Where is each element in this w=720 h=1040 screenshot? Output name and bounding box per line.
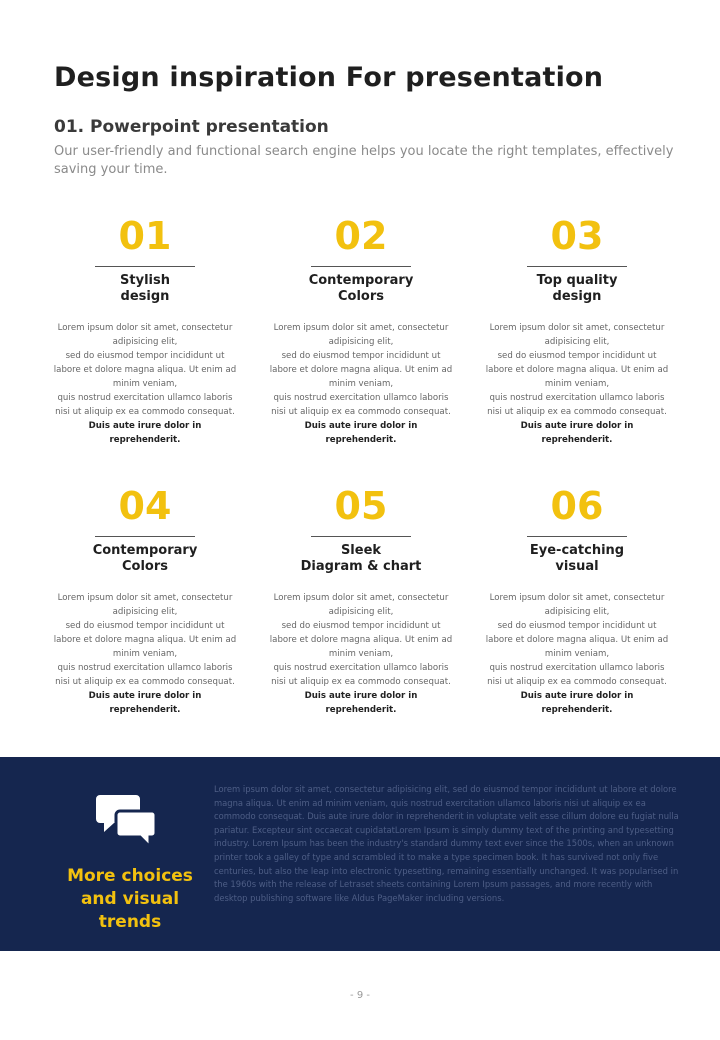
body-line: quis nostrud exercitation ullamco laboris nisi ut aliquip ex ea commodo consequat.	[487, 393, 667, 417]
feature-title	[37, 543, 253, 583]
feature-body	[484, 321, 670, 447]
feature-title-line: design	[552, 289, 602, 304]
feature-title	[253, 543, 469, 583]
divider	[311, 536, 411, 537]
feature-title	[253, 273, 469, 313]
feature-title-line: Colors	[337, 289, 384, 304]
feature-body	[484, 591, 670, 717]
feature-title-line: Diagram & chart	[300, 559, 422, 574]
divider	[527, 266, 627, 267]
body-line: quis nostrud exercitation ullamco laboris nisi ut aliquip ex ea commodo consequat.	[271, 393, 451, 417]
banner-text: Lorem ipsum dolor sit amet, consectetur adipisicing elit, sed do eiusmod tempor incididunt ut labore et dolore magna aliqua. Ut enim ad minim veniam, quis nostrud exercitation ullamco laboris nisi ut aliquip ex ea commodo consequat. Duis aute irure dolor in reprehenderit in voluptate velit esse cillum dolore eu fugiat nulla pariatur. Excepteur sint occaecat cupidatatLorem Ipsum is simply dummy text of the printing and typesetting industry. Lorem Ipsum has been the industry's standard dummy text ever since the 1500s, when an unknown printer took a galley of type and scrambled it to make a type specimen book. It has survived not only five centuries, but also the leap into electronic typesetting, remaining essentially unchanged. It was popularised in the 1960s with the release of Letraset sheets containing Lorem Ipsum passages, and more recently with desktop publishing software like Aldus PageMaker including versions.	[214, 784, 679, 903]
divider	[95, 266, 195, 267]
feature-number: 06	[550, 484, 604, 528]
banner-title	[48, 865, 212, 934]
feature-number: 02	[334, 214, 388, 258]
divider	[527, 536, 627, 537]
feature-title-line: Colors	[121, 559, 168, 574]
body-line-emphasis: Duis aute irure dolor in reprehenderit.	[304, 691, 418, 715]
body-line: sed do eiusmod tempor incididunt ut labore et dolore magna aliqua. Ut enim ad minim veniam,	[269, 351, 453, 389]
feature-number: 05	[334, 484, 388, 528]
feature-body	[52, 321, 238, 447]
body-line: Lorem ipsum dolor sit amet, consectetur adipisicing elit,	[57, 593, 233, 617]
feature-card	[37, 212, 253, 447]
feature-title-line: design	[120, 289, 170, 304]
body-line: Lorem ipsum dolor sit amet, consectetur adipisicing elit,	[273, 593, 449, 617]
feature-title-line: Top quality	[536, 273, 618, 288]
body-line: quis nostrud exercitation ullamco laboris nisi ut aliquip ex ea commodo consequat.	[271, 663, 451, 687]
feature-body	[268, 321, 454, 447]
body-line-emphasis: Duis aute irure dolor in reprehenderit.	[520, 691, 634, 715]
body-line: Lorem ipsum dolor sit amet, consectetur adipisicing elit,	[489, 593, 665, 617]
body-line: quis nostrud exercitation ullamco laboris nisi ut aliquip ex ea commodo consequat.	[55, 663, 235, 687]
page-number: - 9 -	[350, 990, 370, 1001]
divider	[95, 536, 195, 537]
section-subtitle: 01. Powerpoint presentation	[54, 117, 329, 137]
divider	[311, 266, 411, 267]
banner-title-line: More choices	[67, 866, 193, 886]
feature-title	[37, 273, 253, 313]
body-line: Lorem ipsum dolor sit amet, consectetur adipisicing elit,	[273, 323, 449, 347]
feature-card	[469, 212, 685, 447]
feature-title-line: Contemporary	[308, 273, 414, 288]
body-line: sed do eiusmod tempor incididunt ut labore et dolore magna aliqua. Ut enim ad minim veniam,	[485, 621, 669, 659]
intro-text: Our user-friendly and functional search engine helps you locate the right templates, effectively saving your time.	[54, 144, 674, 177]
feature-number: 01	[118, 214, 172, 258]
feature-title	[469, 543, 685, 583]
chat-bubbles-icon	[96, 789, 160, 853]
banner-title-line: and visual trends	[80, 889, 180, 932]
body-line-emphasis: Duis aute irure dolor in reprehenderit.	[520, 421, 634, 445]
body-line-emphasis: Duis aute irure dolor in reprehenderit.	[88, 421, 202, 445]
feature-number: 04	[118, 484, 172, 528]
feature-title-line: Sleek	[340, 543, 382, 558]
feature-card	[253, 212, 469, 447]
body-line: sed do eiusmod tempor incididunt ut labore et dolore magna aliqua. Ut enim ad minim veniam,	[53, 621, 237, 659]
body-line: Lorem ipsum dolor sit amet, consectetur adipisicing elit,	[57, 323, 233, 347]
feature-title-line: visual	[555, 559, 599, 574]
body-line: Lorem ipsum dolor sit amet, consectetur adipisicing elit,	[489, 323, 665, 347]
body-line: sed do eiusmod tempor incididunt ut labore et dolore magna aliqua. Ut enim ad minim veniam,	[269, 621, 453, 659]
feature-title-line: Eye-catching	[529, 543, 625, 558]
feature-body	[268, 591, 454, 717]
feature-number: 03	[550, 214, 604, 258]
feature-card	[469, 482, 685, 717]
feature-title-line: Contemporary	[92, 543, 198, 558]
feature-title	[469, 273, 685, 313]
feature-body	[52, 591, 238, 717]
body-line: sed do eiusmod tempor incididunt ut labore et dolore magna aliqua. Ut enim ad minim veniam,	[485, 351, 669, 389]
feature-card	[253, 482, 469, 717]
body-line-emphasis: Duis aute irure dolor in reprehenderit.	[304, 421, 418, 445]
feature-title-line: Stylish	[120, 273, 170, 288]
page-title: Design inspiration For presentation	[54, 62, 604, 93]
body-line-emphasis: Duis aute irure dolor in reprehenderit.	[88, 691, 202, 715]
feature-card	[37, 482, 253, 717]
body-line: quis nostrud exercitation ullamco laboris nisi ut aliquip ex ea commodo consequat.	[487, 663, 667, 687]
promo-banner	[0, 757, 720, 951]
features-grid	[37, 212, 685, 715]
body-line: quis nostrud exercitation ullamco laboris nisi ut aliquip ex ea commodo consequat.	[55, 393, 235, 417]
body-line: sed do eiusmod tempor incididunt ut labore et dolore magna aliqua. Ut enim ad minim veniam,	[53, 351, 237, 389]
